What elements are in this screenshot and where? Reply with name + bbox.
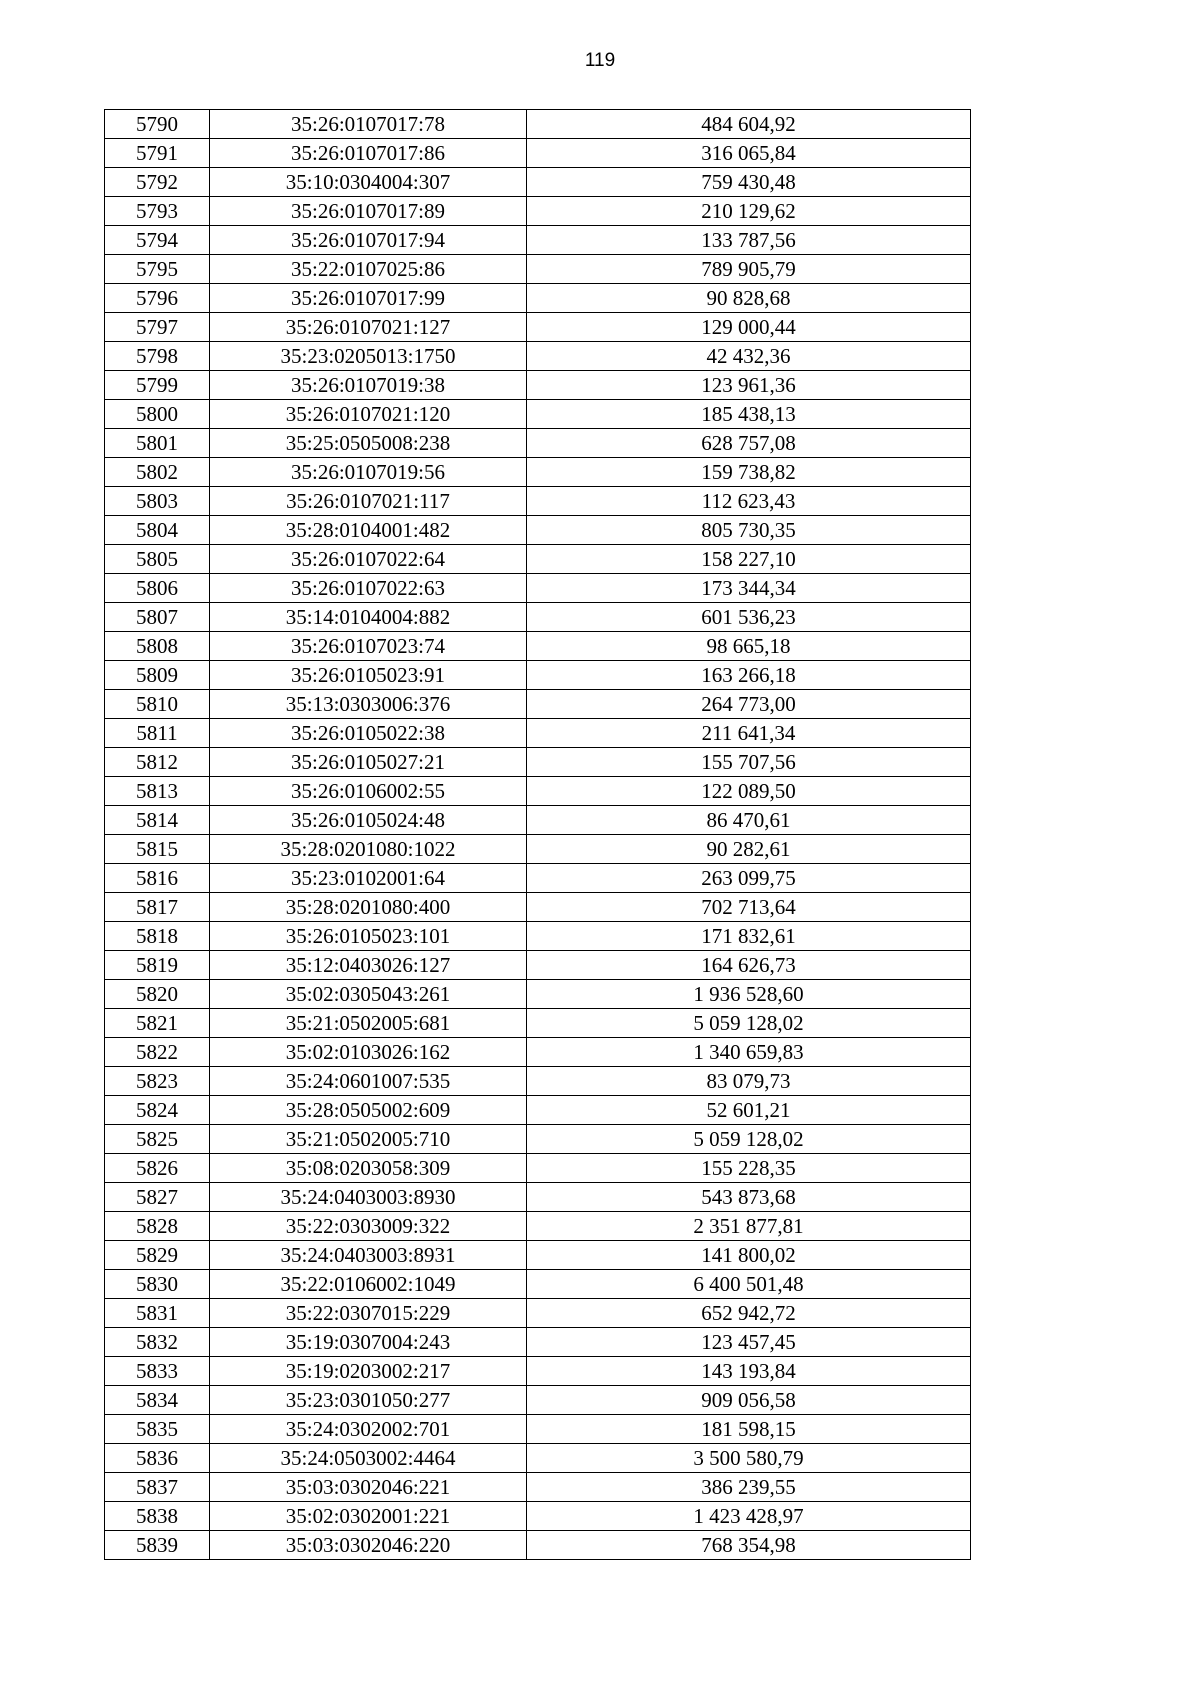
- row-number-cell: 5825: [105, 1125, 210, 1154]
- cadastral-value-cell: 181 598,15: [527, 1415, 971, 1444]
- table-row: [105, 429, 971, 458]
- table-row: [105, 1241, 971, 1270]
- table-row: [105, 574, 971, 603]
- cadastral-value-cell: 628 757,08: [527, 429, 971, 458]
- cadastral-number-cell: 35:23:0102001:64: [210, 864, 527, 893]
- cadastral-number-cell: 35:14:0104004:882: [210, 603, 527, 632]
- cadastral-number-cell: 35:26:0106002:55: [210, 777, 527, 806]
- row-number-cell: 5804: [105, 516, 210, 545]
- cadastral-number-cell: 35:26:0107021:117: [210, 487, 527, 516]
- cadastral-value-cell: 129 000,44: [527, 313, 971, 342]
- table-row: [105, 1386, 971, 1415]
- row-number-cell: 5814: [105, 806, 210, 835]
- cadastral-number-cell: 35:10:0304004:307: [210, 168, 527, 197]
- cadastral-value-cell: 122 089,50: [527, 777, 971, 806]
- cadastral-value-cell: 768 354,98: [527, 1531, 971, 1560]
- cadastral-value-cell: 143 193,84: [527, 1357, 971, 1386]
- cadastral-number-cell: 35:26:0107022:64: [210, 545, 527, 574]
- cadastral-number-cell: 35:26:0107022:63: [210, 574, 527, 603]
- cadastral-value-cell: 2 351 877,81: [527, 1212, 971, 1241]
- row-number-cell: 5835: [105, 1415, 210, 1444]
- cadastral-number-cell: 35:02:0103026:162: [210, 1038, 527, 1067]
- row-number-cell: 5791: [105, 139, 210, 168]
- row-number-cell: 5795: [105, 255, 210, 284]
- cadastral-value-table: [104, 109, 971, 1560]
- cadastral-number-cell: 35:26:0107017:78: [210, 110, 527, 139]
- cadastral-number-cell: 35:12:0403026:127: [210, 951, 527, 980]
- cadastral-value-cell: 185 438,13: [527, 400, 971, 429]
- cadastral-value-cell: 42 432,36: [527, 342, 971, 371]
- row-number-cell: 5808: [105, 632, 210, 661]
- cadastral-value-cell: 601 536,23: [527, 603, 971, 632]
- cadastral-number-cell: 35:28:0104001:482: [210, 516, 527, 545]
- row-number-cell: 5833: [105, 1357, 210, 1386]
- cadastral-number-cell: 35:23:0205013:1750: [210, 342, 527, 371]
- cadastral-value-cell: 805 730,35: [527, 516, 971, 545]
- cadastral-value-cell: 1 340 659,83: [527, 1038, 971, 1067]
- row-number-cell: 5803: [105, 487, 210, 516]
- cadastral-number-cell: 35:08:0203058:309: [210, 1154, 527, 1183]
- cadastral-value-cell: 5 059 128,02: [527, 1009, 971, 1038]
- row-number-cell: 5827: [105, 1183, 210, 1212]
- row-number-cell: 5797: [105, 313, 210, 342]
- cadastral-value-cell: 98 665,18: [527, 632, 971, 661]
- page-number: 119: [584, 50, 616, 71]
- cadastral-value-cell: 3 500 580,79: [527, 1444, 971, 1473]
- row-number-cell: 5828: [105, 1212, 210, 1241]
- row-number-cell: 5809: [105, 661, 210, 690]
- cadastral-number-cell: 35:13:0303006:376: [210, 690, 527, 719]
- cadastral-value-cell: 173 344,34: [527, 574, 971, 603]
- cadastral-value-cell: 316 065,84: [527, 139, 971, 168]
- cadastral-number-cell: 35:26:0107019:56: [210, 458, 527, 487]
- table-row: [105, 1531, 971, 1560]
- cadastral-number-cell: 35:24:0601007:535: [210, 1067, 527, 1096]
- cadastral-value-cell: 484 604,92: [527, 110, 971, 139]
- cadastral-value-cell: 123 457,45: [527, 1328, 971, 1357]
- cadastral-value-cell: 112 623,43: [527, 487, 971, 516]
- cadastral-value-cell: 155 228,35: [527, 1154, 971, 1183]
- table-row: [105, 110, 971, 139]
- table-row: [105, 1038, 971, 1067]
- row-number-cell: 5819: [105, 951, 210, 980]
- cadastral-number-cell: 35:19:0307004:243: [210, 1328, 527, 1357]
- cadastral-value-cell: 83 079,73: [527, 1067, 971, 1096]
- table-row: [105, 806, 971, 835]
- cadastral-value-cell: 1 423 428,97: [527, 1502, 971, 1531]
- table-row: [105, 1357, 971, 1386]
- row-number-cell: 5839: [105, 1531, 210, 1560]
- table-row: [105, 1212, 971, 1241]
- table-row: [105, 226, 971, 255]
- cadastral-value-cell: 90 282,61: [527, 835, 971, 864]
- cadastral-value-cell: 1 936 528,60: [527, 980, 971, 1009]
- table-row: [105, 661, 971, 690]
- row-number-cell: 5820: [105, 980, 210, 1009]
- cadastral-value-cell: 52 601,21: [527, 1096, 971, 1125]
- table-row: [105, 516, 971, 545]
- row-number-cell: 5800: [105, 400, 210, 429]
- table-row: [105, 139, 971, 168]
- cadastral-number-cell: 35:03:0302046:221: [210, 1473, 527, 1502]
- row-number-cell: 5801: [105, 429, 210, 458]
- cadastral-number-cell: 35:26:0105023:91: [210, 661, 527, 690]
- cadastral-number-cell: 35:26:0107021:120: [210, 400, 527, 429]
- cadastral-number-cell: 35:22:0106002:1049: [210, 1270, 527, 1299]
- table-row: [105, 1270, 971, 1299]
- cadastral-number-cell: 35:22:0303009:322: [210, 1212, 527, 1241]
- cadastral-value-cell: 909 056,58: [527, 1386, 971, 1415]
- row-number-cell: 5830: [105, 1270, 210, 1299]
- table-row: [105, 980, 971, 1009]
- row-number-cell: 5815: [105, 835, 210, 864]
- row-number-cell: 5837: [105, 1473, 210, 1502]
- cadastral-number-cell: 35:26:0105023:101: [210, 922, 527, 951]
- cadastral-value-cell: 386 239,55: [527, 1473, 971, 1502]
- row-number-cell: 5799: [105, 371, 210, 400]
- cadastral-number-cell: 35:21:0502005:710: [210, 1125, 527, 1154]
- cadastral-value-cell: 210 129,62: [527, 197, 971, 226]
- row-number-cell: 5822: [105, 1038, 210, 1067]
- cadastral-number-cell: 35:03:0302046:220: [210, 1531, 527, 1560]
- cadastral-value-cell: 164 626,73: [527, 951, 971, 980]
- cadastral-value-cell: 211 641,34: [527, 719, 971, 748]
- table-row: [105, 313, 971, 342]
- table-row: [105, 835, 971, 864]
- table-row: [105, 1096, 971, 1125]
- row-number-cell: 5811: [105, 719, 210, 748]
- table-row: [105, 1183, 971, 1212]
- table-row: [105, 603, 971, 632]
- cadastral-value-cell: 159 738,82: [527, 458, 971, 487]
- table-row: [105, 255, 971, 284]
- cadastral-number-cell: 35:02:0302001:221: [210, 1502, 527, 1531]
- row-number-cell: 5832: [105, 1328, 210, 1357]
- table-row: [105, 1154, 971, 1183]
- cadastral-number-cell: 35:26:0107019:38: [210, 371, 527, 400]
- table-row: [105, 922, 971, 951]
- cadastral-value-cell: 133 787,56: [527, 226, 971, 255]
- cadastral-value-cell: 90 828,68: [527, 284, 971, 313]
- table-row: [105, 487, 971, 516]
- row-number-cell: 5824: [105, 1096, 210, 1125]
- row-number-cell: 5807: [105, 603, 210, 632]
- cadastral-number-cell: 35:24:0302002:701: [210, 1415, 527, 1444]
- row-number-cell: 5829: [105, 1241, 210, 1270]
- cadastral-value-cell: 264 773,00: [527, 690, 971, 719]
- table-row: [105, 342, 971, 371]
- table-row: [105, 690, 971, 719]
- cadastral-number-cell: 35:28:0201080:1022: [210, 835, 527, 864]
- row-number-cell: 5798: [105, 342, 210, 371]
- table-row: [105, 1502, 971, 1531]
- cadastral-value-cell: 652 942,72: [527, 1299, 971, 1328]
- table-row: [105, 1067, 971, 1096]
- row-number-cell: 5796: [105, 284, 210, 313]
- row-number-cell: 5831: [105, 1299, 210, 1328]
- cadastral-number-cell: 35:26:0107021:127: [210, 313, 527, 342]
- cadastral-number-cell: 35:26:0105027:21: [210, 748, 527, 777]
- table-row: [105, 719, 971, 748]
- row-number-cell: 5836: [105, 1444, 210, 1473]
- row-number-cell: 5821: [105, 1009, 210, 1038]
- cadastral-value-cell: 702 713,64: [527, 893, 971, 922]
- row-number-cell: 5817: [105, 893, 210, 922]
- table-row: [105, 545, 971, 574]
- row-number-cell: 5794: [105, 226, 210, 255]
- table-row: [105, 168, 971, 197]
- row-number-cell: 5816: [105, 864, 210, 893]
- cadastral-value-cell: 171 832,61: [527, 922, 971, 951]
- row-number-cell: 5838: [105, 1502, 210, 1531]
- table-row: [105, 1444, 971, 1473]
- table-row: [105, 777, 971, 806]
- table-row: [105, 1415, 971, 1444]
- cadastral-number-cell: 35:26:0107017:89: [210, 197, 527, 226]
- cadastral-number-cell: 35:23:0301050:277: [210, 1386, 527, 1415]
- cadastral-number-cell: 35:21:0502005:681: [210, 1009, 527, 1038]
- cadastral-number-cell: 35:26:0105024:48: [210, 806, 527, 835]
- row-number-cell: 5826: [105, 1154, 210, 1183]
- cadastral-number-cell: 35:24:0403003:8930: [210, 1183, 527, 1212]
- row-number-cell: 5812: [105, 748, 210, 777]
- table-row: [105, 951, 971, 980]
- cadastral-number-cell: 35:02:0305043:261: [210, 980, 527, 1009]
- row-number-cell: 5805: [105, 545, 210, 574]
- cadastral-number-cell: 35:26:0105022:38: [210, 719, 527, 748]
- cadastral-value-cell: 543 873,68: [527, 1183, 971, 1212]
- cadastral-value-cell: 141 800,02: [527, 1241, 971, 1270]
- row-number-cell: 5793: [105, 197, 210, 226]
- cadastral-number-cell: 35:22:0107025:86: [210, 255, 527, 284]
- cadastral-value-cell: 6 400 501,48: [527, 1270, 971, 1299]
- cadastral-number-cell: 35:22:0307015:229: [210, 1299, 527, 1328]
- row-number-cell: 5790: [105, 110, 210, 139]
- table-row: [105, 748, 971, 777]
- cadastral-value-cell: 123 961,36: [527, 371, 971, 400]
- table-row: [105, 371, 971, 400]
- row-number-cell: 5834: [105, 1386, 210, 1415]
- cadastral-number-cell: 35:28:0201080:400: [210, 893, 527, 922]
- row-number-cell: 5818: [105, 922, 210, 951]
- table-row: [105, 400, 971, 429]
- cadastral-value-cell: 155 707,56: [527, 748, 971, 777]
- table-row: [105, 864, 971, 893]
- cadastral-value-cell: 158 227,10: [527, 545, 971, 574]
- table-row: [105, 1125, 971, 1154]
- table-row: [105, 632, 971, 661]
- cadastral-number-cell: 35:25:0505008:238: [210, 429, 527, 458]
- cadastral-value-cell: 263 099,75: [527, 864, 971, 893]
- cadastral-number-cell: 35:24:0503002:4464: [210, 1444, 527, 1473]
- cadastral-number-cell: 35:26:0107017:86: [210, 139, 527, 168]
- table-row: [105, 458, 971, 487]
- table-row: [105, 1473, 971, 1502]
- cadastral-number-cell: 35:28:0505002:609: [210, 1096, 527, 1125]
- table-row: [105, 1009, 971, 1038]
- cadastral-value-cell: 86 470,61: [527, 806, 971, 835]
- cadastral-number-cell: 35:24:0403003:8931: [210, 1241, 527, 1270]
- table-body: [105, 110, 971, 1560]
- cadastral-number-cell: 35:26:0107017:99: [210, 284, 527, 313]
- table-row: [105, 197, 971, 226]
- row-number-cell: 5813: [105, 777, 210, 806]
- table-row: [105, 1328, 971, 1357]
- cadastral-number-cell: 35:26:0107017:94: [210, 226, 527, 255]
- row-number-cell: 5810: [105, 690, 210, 719]
- table-row: [105, 1299, 971, 1328]
- table-row: [105, 893, 971, 922]
- row-number-cell: 5806: [105, 574, 210, 603]
- cadastral-number-cell: 35:19:0203002:217: [210, 1357, 527, 1386]
- cadastral-value-cell: 163 266,18: [527, 661, 971, 690]
- row-number-cell: 5823: [105, 1067, 210, 1096]
- cadastral-value-cell: 759 430,48: [527, 168, 971, 197]
- cadastral-number-cell: 35:26:0107023:74: [210, 632, 527, 661]
- row-number-cell: 5802: [105, 458, 210, 487]
- row-number-cell: 5792: [105, 168, 210, 197]
- cadastral-value-cell: 789 905,79: [527, 255, 971, 284]
- cadastral-value-cell: 5 059 128,02: [527, 1125, 971, 1154]
- table-row: [105, 284, 971, 313]
